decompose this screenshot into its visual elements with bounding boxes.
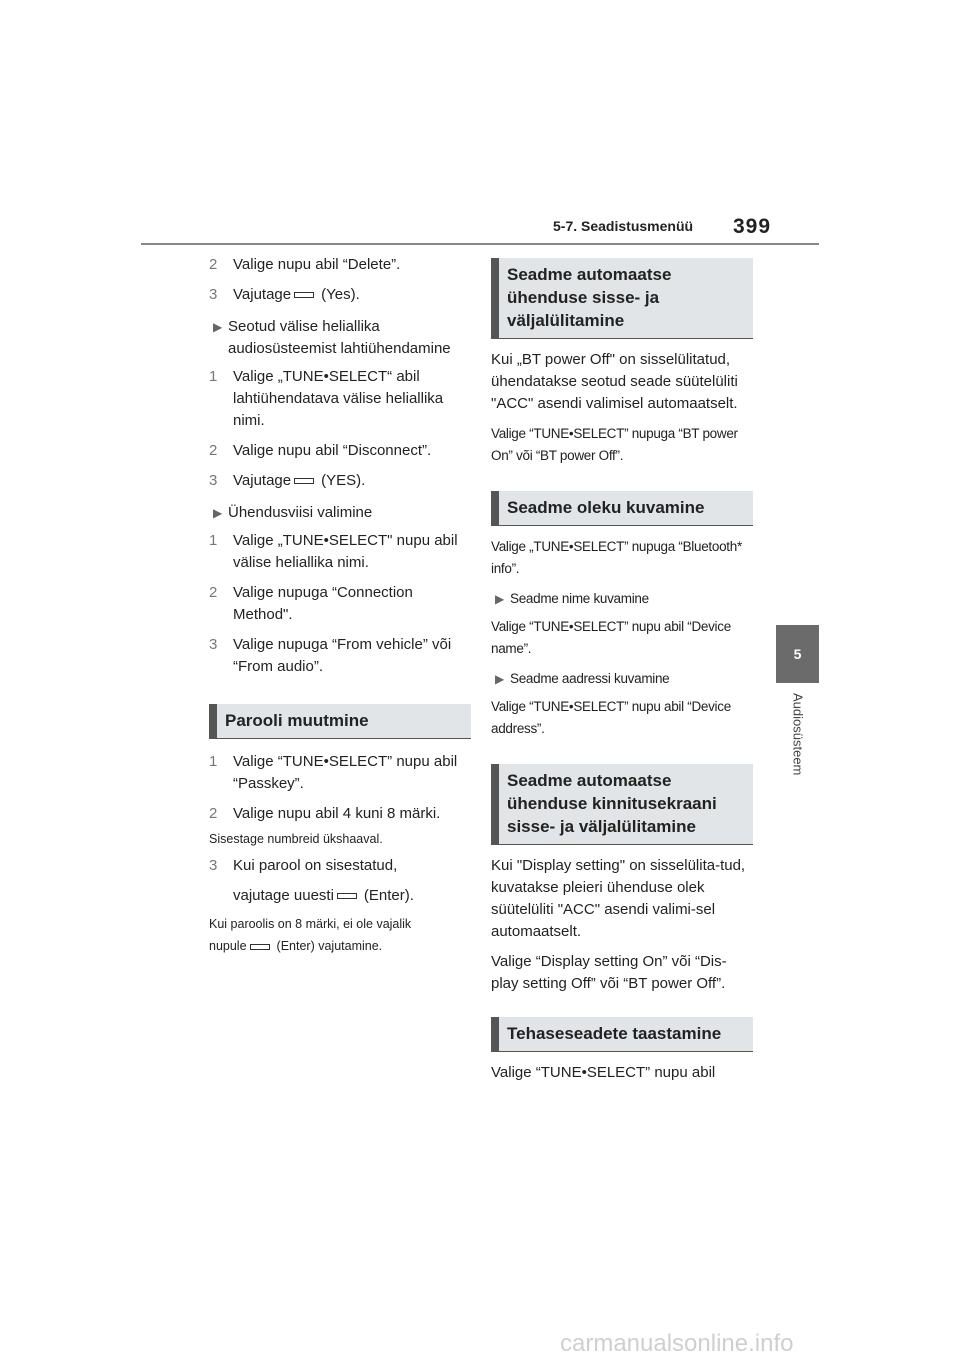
bullet-text: Seadme nime kuvamine [510,591,649,606]
button-icon [294,292,314,298]
chapter-tab [776,625,819,683]
step-delete [209,254,471,276]
step-text-pre: Vajutage [233,472,292,489]
step-text-post: (Yes). [321,286,360,303]
step-text: Valige nupu abil “Delete”. [233,256,401,273]
step-number: 1 [209,532,218,549]
step-number: 1 [209,368,218,385]
step-text: Valige nupu abil 4 kuni 8 märki. [233,805,441,822]
bullet-disconnect [209,316,471,360]
step-text: Valige “TUNE•SELECT” nupu abil “Passkey”. [233,753,458,792]
step-enter-digits [209,803,471,825]
page-number: 399 [733,215,772,238]
step-text: Valige nupuga “From vehicle” või “From audio”. [233,636,452,675]
step-text-pre: Vajutage [233,286,292,303]
header-rule [141,243,819,245]
heading-device-status: Seadme oleku kuvamine [491,491,753,526]
step-text: Valige „TUNE•SELECT“ abil lahtiühendatava välise heliallika nimi. [233,368,444,429]
right-column [491,258,753,1092]
step-number: 1 [209,753,218,770]
step-number: 2 [209,442,218,459]
step-text-post: (YES). [321,472,366,489]
bullet-text: Seadme aadressi kuvamine [510,671,670,686]
step-number: 3 [209,636,218,653]
note-auto-connect: Valige “TUNE•SELECT” nupuga “BT power On” või “BT power Off”. [491,426,738,463]
triangle-bullet-icon: ▶ [495,672,504,686]
step-number: 2 [209,256,218,273]
step-select-source [209,366,471,432]
bullet-device-address [491,668,753,690]
note-device-name: Valige “TUNE•SELECT” nupu abil “Device name”. [491,619,731,656]
heading-passkey: Parooli muutmine [209,704,471,739]
step-from-vehicle [209,634,471,678]
note-device-address: Valige “TUNE•SELECT” nupu abil “Device address”. [491,699,731,736]
button-icon [337,893,357,899]
bullet-text: Ühendusviisi valimine [228,504,373,521]
para-confirm-screen: Kui "Display setting" on sisselülita-tud, kuvatakse pleieri ühenduse olek süütelüliti "ACC" asendi valimi-sel automaatselt. [491,857,746,940]
step-connection-method [209,582,471,626]
step-disconnect [209,440,471,462]
para-confirm-options: Valige “Display setting On” või “Dis-play setting Off” või “BT power Off”. [491,953,727,992]
step-number: 2 [209,584,218,601]
heading-auto-connect: Seadme automaatse ühenduse sisse- ja väljalülitamine [491,258,753,339]
bullet-device-name [491,588,753,610]
step-number: 3 [209,472,218,489]
note-post: (Enter) vajutamine. [276,939,383,953]
heading-factory-reset: Tehaseseadete taastamine [491,1017,753,1052]
triangle-bullet-icon: ▶ [495,592,504,606]
step-press-yes-2 [209,470,471,492]
note-8-chars [209,913,471,957]
step-text: Kui parool on sisestatud, [233,857,398,874]
step-number: 3 [209,286,218,303]
step-number: 3 [209,857,218,874]
step-select-name [209,530,471,574]
step-text-post: (Enter). [363,887,414,904]
section-title: 5-7. Seadistusmenüü [553,218,694,234]
step-text-pre: vajutage uuesti [233,887,334,904]
note-one-by-one: Sisestage numbreid ükshaaval. [209,832,383,846]
para-auto-connect: Kui „BT power Off" on sisselülitatud, ühendatakse seotud seade süütelüliti "ACC" asendi valimisel automaatselt. [491,351,738,412]
note-line: Kui paroolis on 8 märki, ei ole vajalik [209,917,412,931]
triangle-bullet-icon: ▶ [213,506,223,520]
bullet-connection-method [209,502,471,524]
note-device-status: Valige „TUNE•SELECT” nupuga “Bluetooth* info”. [491,539,742,576]
button-icon [294,478,314,484]
step-number: 2 [209,805,218,822]
chapter-label-text: Audiosüsteem [790,693,805,776]
step-text: Valige nupu abil “Disconnect”. [233,442,432,459]
button-icon [250,944,270,950]
watermark-link[interactable]: carmanualsonline.info [560,1330,794,1357]
chapter-number: 5 [793,646,802,662]
left-column [209,254,471,963]
para-factory-reset: Valige “TUNE•SELECT” nupu abil [491,1064,716,1081]
bullet-text: Seotud välise heliallika audiosüsteemist lahtiühendamine [228,318,451,357]
step-press-enter [209,855,471,907]
step-press-yes [209,284,471,306]
step-passkey [209,751,471,795]
step-text: Valige „TUNE•SELECT" nupu abil välise heliallika nimi. [233,532,458,571]
note-pre: nupule [209,939,247,953]
heading-confirm-screen: Seadme automaatse ühenduse kinnitusekraani sisse- ja väljalülitamine [491,764,753,845]
step-text: Valige nupuga “Connection Method". [233,584,413,623]
triangle-bullet-icon: ▶ [213,320,223,334]
chapter-label [776,693,819,793]
